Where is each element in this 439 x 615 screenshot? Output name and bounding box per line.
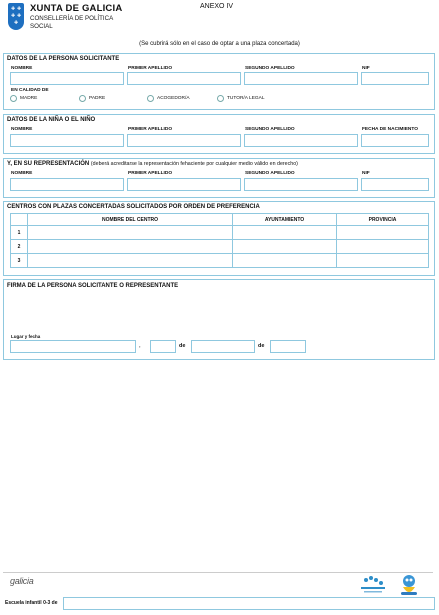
centro-cell[interactable] xyxy=(28,240,233,254)
representante-title: Y, EN SU REPRESENTACIÓN xyxy=(7,161,90,167)
footer-divider xyxy=(3,572,433,573)
department-line1: CONSELLERÍA DE POLÍTICA xyxy=(30,15,114,22)
mascot-icon xyxy=(398,573,420,597)
centros-table xyxy=(10,213,429,268)
header-centro: NOMBRE DEL CENTRO xyxy=(28,214,233,226)
table-header-row xyxy=(11,214,429,226)
department-name xyxy=(30,15,113,31)
ayuntamiento-cell[interactable] xyxy=(233,226,337,240)
section-title xyxy=(7,161,298,167)
centro-cell[interactable] xyxy=(28,254,233,268)
row-number: 3 xyxy=(11,254,28,268)
label-lugar-fecha: Lugar y fecha xyxy=(11,334,41,339)
de-label-2: de xyxy=(258,343,265,349)
table-row xyxy=(11,240,429,254)
centro-cell[interactable] xyxy=(28,226,233,240)
representante-note: (deberá acreditarse la representación fehaciente por cualquier medio válido en derecho) xyxy=(90,161,298,167)
nombre-field[interactable] xyxy=(10,72,124,85)
label-primer-apellido: PRIMER APELLIDO xyxy=(128,66,173,71)
label-segundo-apellido: SEGUNDO APELLIDO xyxy=(245,66,295,71)
mes-field[interactable] xyxy=(191,340,255,353)
escuela-label: Escuela infantil 0-3 de xyxy=(5,600,58,606)
radio-label-acogedor: ACOGEDOR/A xyxy=(157,96,190,101)
header-provincia: PROVINCIA xyxy=(337,214,429,226)
label-nombre: NOMBRE xyxy=(11,66,33,71)
department-line2: SOCIAL xyxy=(30,23,53,30)
radio-padre[interactable] xyxy=(79,95,86,102)
primer-apellido-field[interactable] xyxy=(127,72,241,85)
escuela-field[interactable] xyxy=(63,597,435,610)
radio-acogedor[interactable] xyxy=(147,95,154,102)
rep-primer-apellido-field[interactable] xyxy=(127,178,241,191)
label-fecha-nacimiento: FECHA DE NACIMIENTO xyxy=(362,127,418,132)
label-segundo-apellido: SEGUNDO APELLIDO xyxy=(245,171,295,176)
lugar-field[interactable] xyxy=(10,340,136,353)
comma-sep: , xyxy=(139,343,141,349)
fecha-nacimiento-field[interactable] xyxy=(361,134,429,147)
rep-nif-field[interactable] xyxy=(361,178,429,191)
radio-label-padre: PADRE xyxy=(89,96,106,101)
ayuntamiento-cell[interactable] xyxy=(233,240,337,254)
segundo-apellido-field[interactable] xyxy=(244,72,358,85)
label-primer-apellido: PRIMER APELLIDO xyxy=(128,127,173,132)
xunta-shield-logo: ✚ ✚ ✚ ✚ ✚ xyxy=(8,3,24,30)
radio-label-madre: MADRE xyxy=(20,96,38,101)
label-nombre: NOMBRE xyxy=(11,127,33,132)
nino-primer-apellido-field[interactable] xyxy=(127,134,241,147)
rep-segundo-apellido-field[interactable] xyxy=(244,178,358,191)
nino-segundo-apellido-field[interactable] xyxy=(244,134,358,147)
annex-title: ANEXO IV xyxy=(200,3,234,10)
label-segundo-apellido: SEGUNDO APELLIDO xyxy=(245,127,295,132)
radio-label-tutor: TUTOR/A LEGAL xyxy=(227,96,265,101)
row-number: 1 xyxy=(11,226,28,240)
radio-madre[interactable] xyxy=(10,95,17,102)
consorcio-logo xyxy=(357,574,389,596)
section-title: DATOS DE LA NIÑA O EL NIÑO xyxy=(7,117,96,123)
label-primer-apellido: PRIMER APELLIDO xyxy=(128,171,173,176)
brand-name: XUNTA DE GALICIA xyxy=(30,3,123,14)
row-number: 2 xyxy=(11,240,28,254)
provincia-cell[interactable] xyxy=(337,226,429,240)
radio-tutor[interactable] xyxy=(217,95,224,102)
table-row xyxy=(11,226,429,240)
anio-field[interactable] xyxy=(270,340,306,353)
label-nif: NIF xyxy=(362,171,370,176)
section-title: CENTROS CON PLAZAS CONCERTADAS SOLICITADOS POR ORDEN DE PREFERENCIA xyxy=(7,204,260,210)
provincia-cell[interactable] xyxy=(337,240,429,254)
section-title: DATOS DE LA PERSONA SOLICITANTE xyxy=(7,56,120,62)
header-ayuntamiento: AYUNTAMIENTO xyxy=(233,214,337,226)
table-row xyxy=(11,254,429,268)
de-label-1: de xyxy=(179,343,186,349)
galicia-logo: galicia xyxy=(10,576,34,586)
label-nombre: NOMBRE xyxy=(11,171,33,176)
label-nif: NIF xyxy=(362,66,370,71)
section-title: FIRMA DE LA PERSONA SOLICITANTE O REPRESENTANTE xyxy=(7,283,179,289)
form-note: (Se cubrirá sólo en el caso de optar a una plaza concertada) xyxy=(139,41,300,47)
dia-field[interactable] xyxy=(150,340,176,353)
ayuntamiento-cell[interactable] xyxy=(233,254,337,268)
nino-nombre-field[interactable] xyxy=(10,134,124,147)
nif-field[interactable] xyxy=(361,72,429,85)
provincia-cell[interactable] xyxy=(337,254,429,268)
rep-nombre-field[interactable] xyxy=(10,178,124,191)
label-calidad: EN CALIDAD DE xyxy=(11,88,49,93)
header-empty xyxy=(11,214,28,226)
